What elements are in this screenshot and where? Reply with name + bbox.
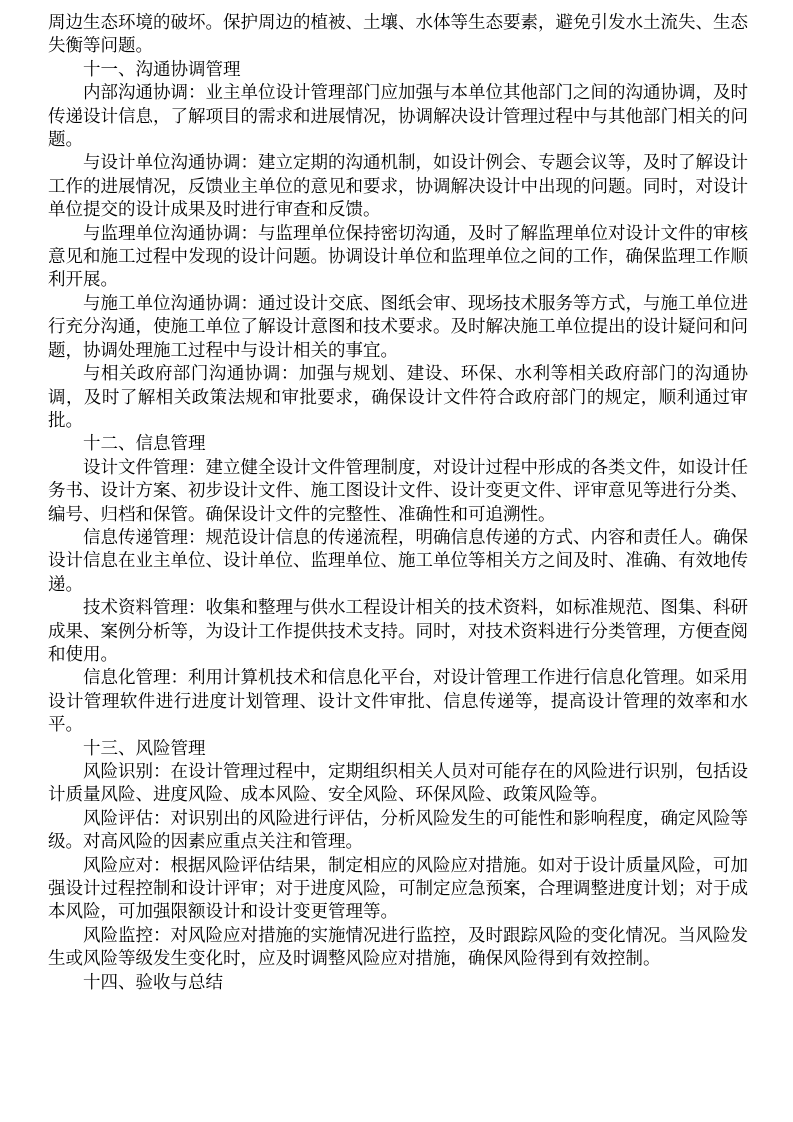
paragraph-continuation: 周边生态环境的破坏。保护周边的植被、土壤、水体等生态要素，避免引发水土流失、生态失衡等问题。 (48, 13, 748, 57)
paragraph-government-communication: 与相关政府部门沟通协调：加强与规划、建设、环保、水利等相关政府部门的沟通协调，及时了解相关政策法规和审批要求，确保设计文件符合政府部门的规定，顺利通过审批。 (48, 364, 748, 431)
section-heading-11: 十一、沟通协调管理 (83, 59, 241, 80)
section-heading-13: 十三、风险管理 (83, 738, 206, 759)
paragraph-risk-response: 风险应对：根据风险评估结果，制定相应的风险应对措施。如对于设计质量风险，可加强设计过程控制和设计评审；对于进度风险，可制定应急预案，合理调整进度计划；对于成本风险，可加强限额设计和设计变更管理等。 (48, 855, 748, 923)
paragraph-information-transfer: 信息传递管理：规范设计信息的传递流程，明确信息传递的方式、内容和责任人。确保设计信息在业主单位、设计单位、监理单位、施工单位等相关方之间及时、准确、有效地传递。 (48, 527, 748, 595)
paragraph-risk-identification: 风险识别：在设计管理过程中，定期组织相关人员对可能存在的风险进行识别，包括设计质量风险、进度风险、成本风险、安全风险、环保风险、政策风险等。 (48, 762, 748, 806)
paragraph-informatization: 信息化管理：利用计算机技术和信息化平台，对设计管理工作进行信息化管理。如采用设计管理软件进行进度计划管理、设计文件审批、信息传递等，提高设计管理的效率和水平。 (48, 668, 748, 736)
paragraph-construction-unit-communication: 与施工单位沟通协调：通过设计交底、图纸会审、现场技术服务等方式，与施工单位进行充分沟通，使施工单位了解设计意图和技术要求。及时解决施工单位提出的设计疑问和问题，协调处理施工过程中与设计相关的事宜。 (48, 293, 748, 361)
paragraph-risk-assessment: 风险评估：对识别出的风险进行评估，分析风险发生的可能性和影响程度，确定风险等级。对高风险的因素应重点关注和管理。 (48, 808, 748, 853)
paragraph-design-unit-communication: 与设计单位沟通协调：建立定期的沟通机制，如设计例会、专题会议等，及时了解设计工作的进展情况，反馈业主单位的意见和要求，协调解决设计中出现的问题。同时，对设计单位提交的设计成果及时进行审查和反馈。 (48, 153, 748, 221)
section-heading-14: 十四、验收与总结 (83, 972, 223, 993)
paragraph-supervision-unit-communication: 与监理单位沟通协调：与监理单位保持密切沟通，及时了解监理单位对设计文件的审核意见和施工过程中发现的设计问题。协调设计单位和监理单位之间的工作，确保监理工作顺利开展。 (48, 223, 748, 291)
paragraph-risk-monitoring: 风险监控：对风险应对措施的实施情况进行监控，及时跟踪风险的变化情况。当风险发生或风险等级发生变化时，应及时调整风险应对措施，确保风险得到有效控制。 (48, 925, 748, 970)
section-heading-12: 十二、信息管理 (83, 434, 206, 455)
paragraph-design-document-management: 设计文件管理：建立健全设计文件管理制度，对设计过程中形成的各类文件，如设计任务书、设计方案、初步设计文件、施工图设计文件、设计变更文件、评审意见等进行分类、编号、归档和保管。确保设计文件的完整性、准确性和可追溯性。 (48, 457, 748, 525)
document-page (48, 12, 748, 995)
paragraph-internal-communication: 内部沟通协调：业主单位设计管理部门应加强与本单位其他部门之间的沟通协调，及时传递设计信息，了解项目的需求和进展情况，协调解决设计管理过程中与其他部门相关的问题。 (48, 83, 748, 151)
paragraph-technical-data-management: 技术资料管理：收集和整理与供水工程设计相关的技术资料，如标准规范、图集、科研成果、案例分析等，为设计工作提供技术支持。同时，对技术资料进行分类管理，方便查阅和使用。 (48, 598, 748, 665)
